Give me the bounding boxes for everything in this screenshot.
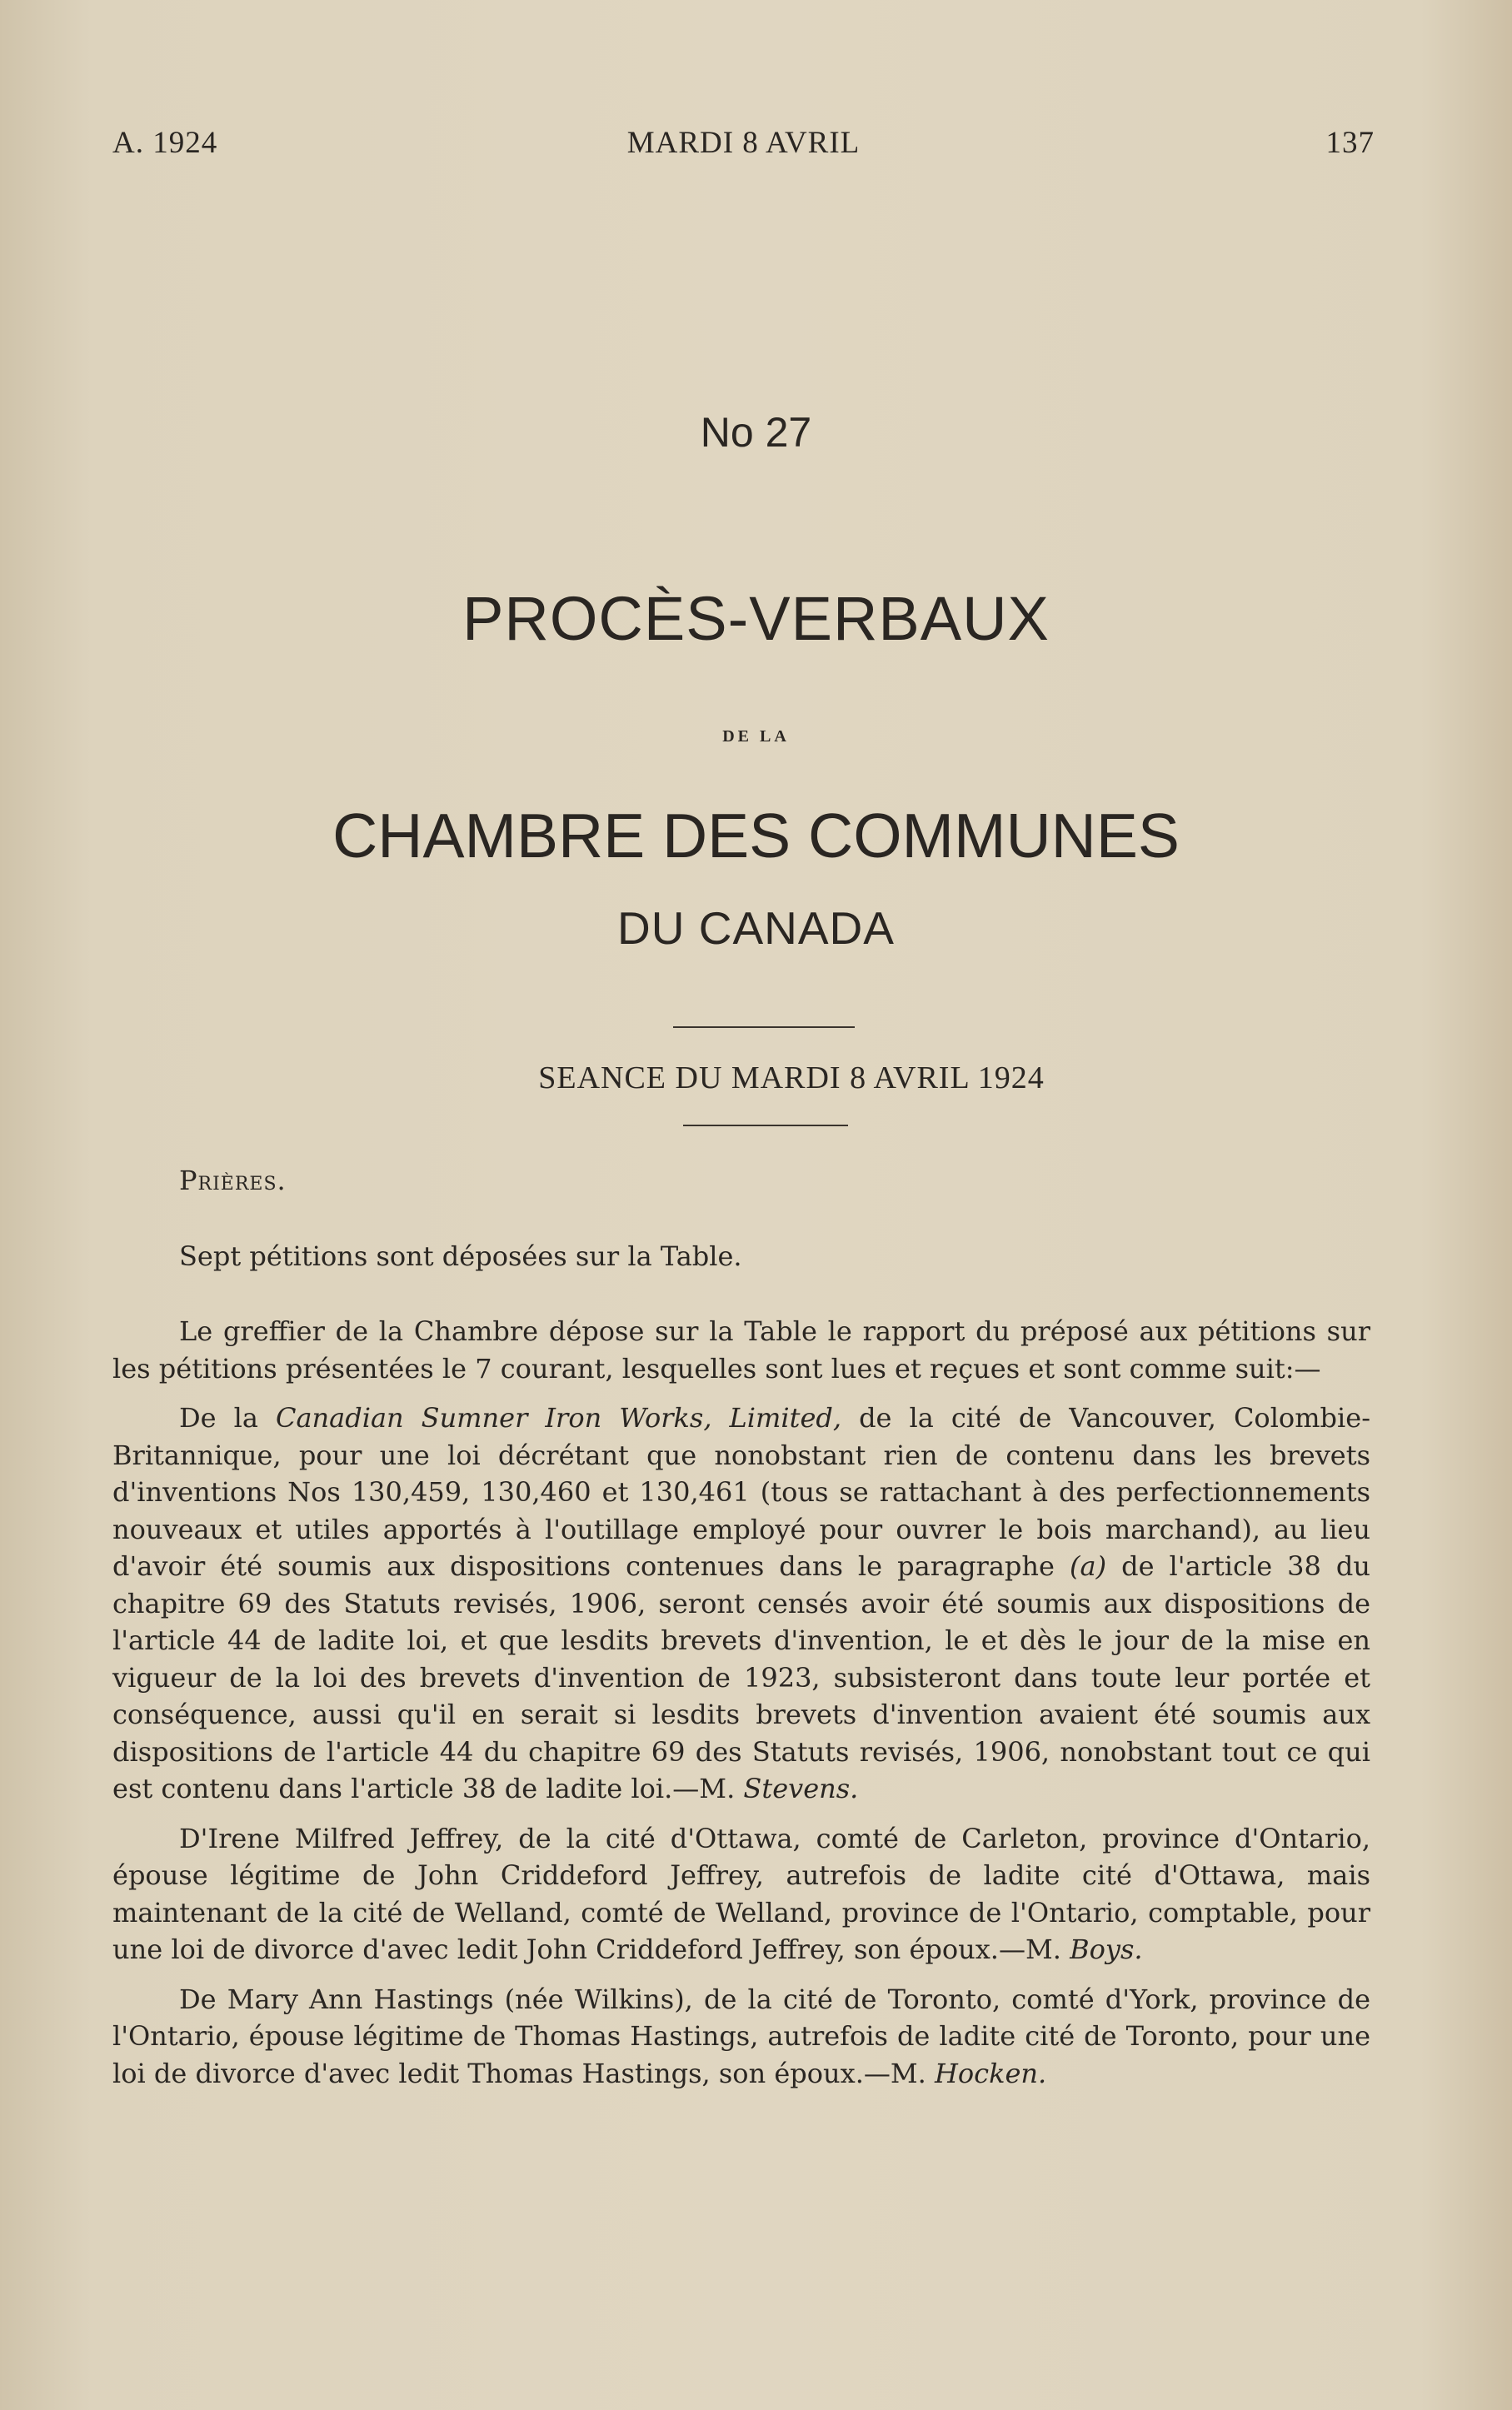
title-proces-verbaux: PROCÈS-VERBAUX <box>462 584 1050 653</box>
issue-number: No 27 <box>700 409 812 456</box>
title-chambre: CHAMBRE DES COMMUNES <box>332 801 1180 871</box>
running-header <box>112 125 1375 175</box>
header-date: MARDI 8 AVRIL <box>626 126 861 160</box>
page-number: 137 <box>1325 126 1375 160</box>
company-name: Canadian Sumner Iron Works, Limited, <box>275 1402 842 1434</box>
petition-canadian-sumner: De la Canadian Sumner Iron Works, Limited, de la cité de Vancouver, Colombie-Britannique, pour une loi décrétant que nonobstant rien de contenu dans les brevets d'inventions Nos 130,459, 130,460 et 130,461 (tous se rattachant à des perfectionnements nouveaux et utiles apportés à l'outillage employé pour ouvrer le bois marchand), au lieu d'avoir été soumis aux dispositions contenues dans le paragraphe (a) de l'article 38 du chapitre 69 des Statuts revisés, 1906, seront censés avoir été soumis aux dispositions de l'article 44 de ladite loi, et que lesdits brevets d'invention, le et dès le jour de la mise en vigueur de la loi des brevets d'invention de 1923, subsisteront dans toute leur portée et conséquence, aussi qu'il en serait si lesdits brevets d'invention avaient été soumis aux dispositions de l'article 44 du chapitre 69 des Statuts revisés, 1906, nonobstant tout ce qui est contenu dans l'article 38 de ladite loi.—M. Stevens. <box>112 1402 1371 1804</box>
divider-bottom <box>683 1125 848 1126</box>
member-name: Boys. <box>1070 1933 1143 1965</box>
prieres: Prières. <box>179 1165 287 1196</box>
document-body <box>112 1162 1370 2104</box>
session-heading: SEANCE DU MARDI 8 AVRIL 1924 <box>538 1060 1045 1095</box>
petitions-deposited: Sept pétitions sont déposées sur la Table. <box>179 1240 742 1272</box>
clerk-report: Le greffier de la Chambre dépose sur la Table le rapport du préposé aux pétitions sur les pétitions présentées le 7 courant, lesquelles sont lues et reçues et sont comme suit:— <box>112 1315 1370 1385</box>
title-de-la: DE LA <box>722 727 790 746</box>
header-year: A. 1924 <box>112 126 218 160</box>
divider-top <box>673 1026 855 1028</box>
member-name: Stevens. <box>743 1773 859 1804</box>
petition-jeffrey: D'Irene Milfred Jeffrey, de la cité d'Ottawa, comté de Carleton, province d'Ontario, épouse légitime de John Criddeford Jeffrey, autrefois de ladite cité d'Ottawa, mais maintenant de la cité de Welland, comté de Welland, province de l'Ontario, comptable, pour une loi de divorce d'avec ledit John Criddeford Jeffrey, son époux.—M. Boys. <box>112 1822 1370 1965</box>
member-name: Hocken. <box>934 2057 1047 2089</box>
title-canada: DU CANADA <box>617 902 895 954</box>
petition-hastings: De Mary Ann Hastings (née Wilkins), de la cité de Toronto, comté d'York, province de l'Ontario, épouse légitime de Thomas Hastings, autrefois de ladite cité de Toronto, pour une loi de divorce d'avec ledit Thomas Hastings, son époux.—M. Hocken. <box>112 1983 1370 2089</box>
